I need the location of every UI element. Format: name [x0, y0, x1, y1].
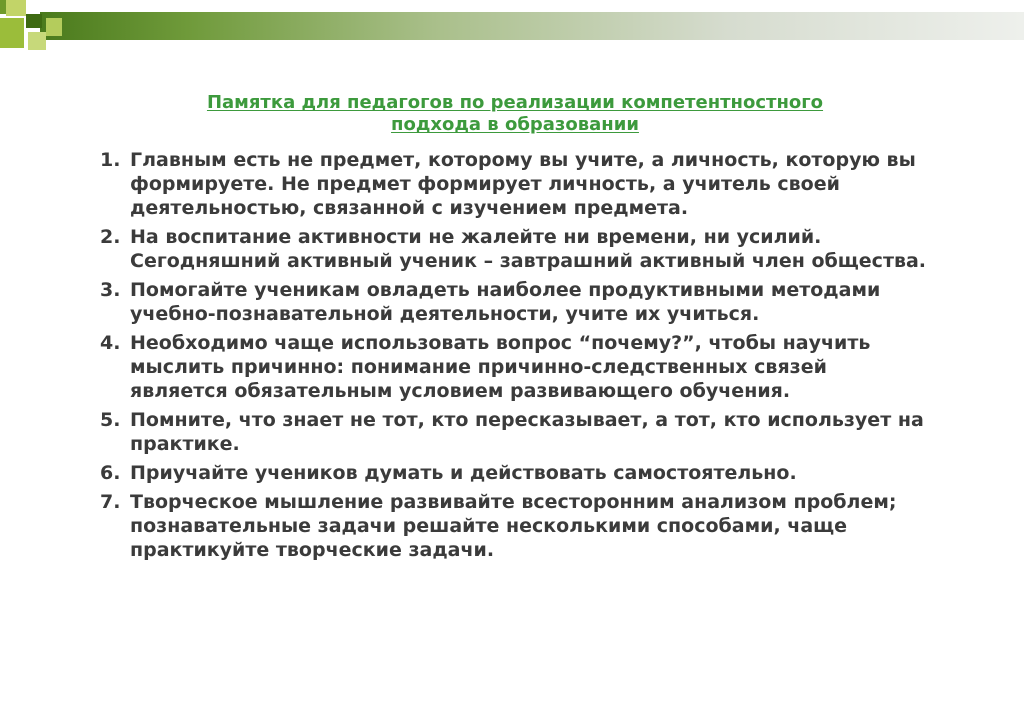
title-line-1: Памятка для педагогов по реализации компетентностного [206, 92, 824, 113]
decor-square [26, 14, 42, 28]
item-number: 3. [100, 279, 121, 301]
decor-square [0, 18, 24, 48]
item-number: 5. [100, 409, 121, 431]
item-number: 2. [100, 226, 121, 248]
list-item [100, 278, 930, 326]
list-item [100, 461, 930, 485]
memo-content [100, 92, 930, 567]
list-item [100, 408, 930, 456]
item-text: Необходимо чаще использовать вопрос “почему?”, чтобы научить мыслить причинно: понимание причинно-следственных связей является обязательным условием развивающего обучения. [130, 332, 871, 402]
item-number: 4. [100, 332, 121, 354]
item-text: Помните, что знает не тот, кто пересказывает, а тот, кто использует на практике. [130, 409, 924, 455]
list-item [100, 490, 930, 562]
item-number: 6. [100, 462, 121, 484]
page-title [100, 92, 930, 136]
decor-square [46, 18, 62, 36]
item-text: Главным есть не предмет, которому вы учите, а личность, которую вы формируете. Не предмет формирует личность, а учитель своей деятельностью, связанной с изучением предмета. [130, 149, 916, 219]
header-decoration [0, 0, 1024, 56]
decor-square [28, 32, 46, 50]
recommendations-list [100, 148, 930, 562]
decor-square [6, 0, 26, 16]
item-text: Творческое мышление развивайте всесторонним анализом проблем; познавательные задачи решайте несколькими способами, чаще практикуйте творческие задачи. [130, 491, 897, 561]
list-item [100, 148, 930, 220]
item-text: На воспитание активности не жалейте ни времени, ни усилий. Сегодняшний активный ученик – завтрашний активный член общества. [130, 226, 927, 272]
list-item [100, 225, 930, 273]
item-number: 1. [100, 149, 121, 171]
header-gradient-bar [40, 12, 1024, 40]
item-text: Помогайте ученикам овладеть наиболее продуктивными методами учебно-познавательной деятельности, учите их учиться. [130, 279, 881, 325]
item-text: Приучайте учеников думать и действовать самостоятельно. [130, 462, 797, 484]
title-line-2: подхода в образовании [391, 114, 639, 135]
list-item [100, 331, 930, 403]
item-number: 7. [100, 491, 121, 513]
